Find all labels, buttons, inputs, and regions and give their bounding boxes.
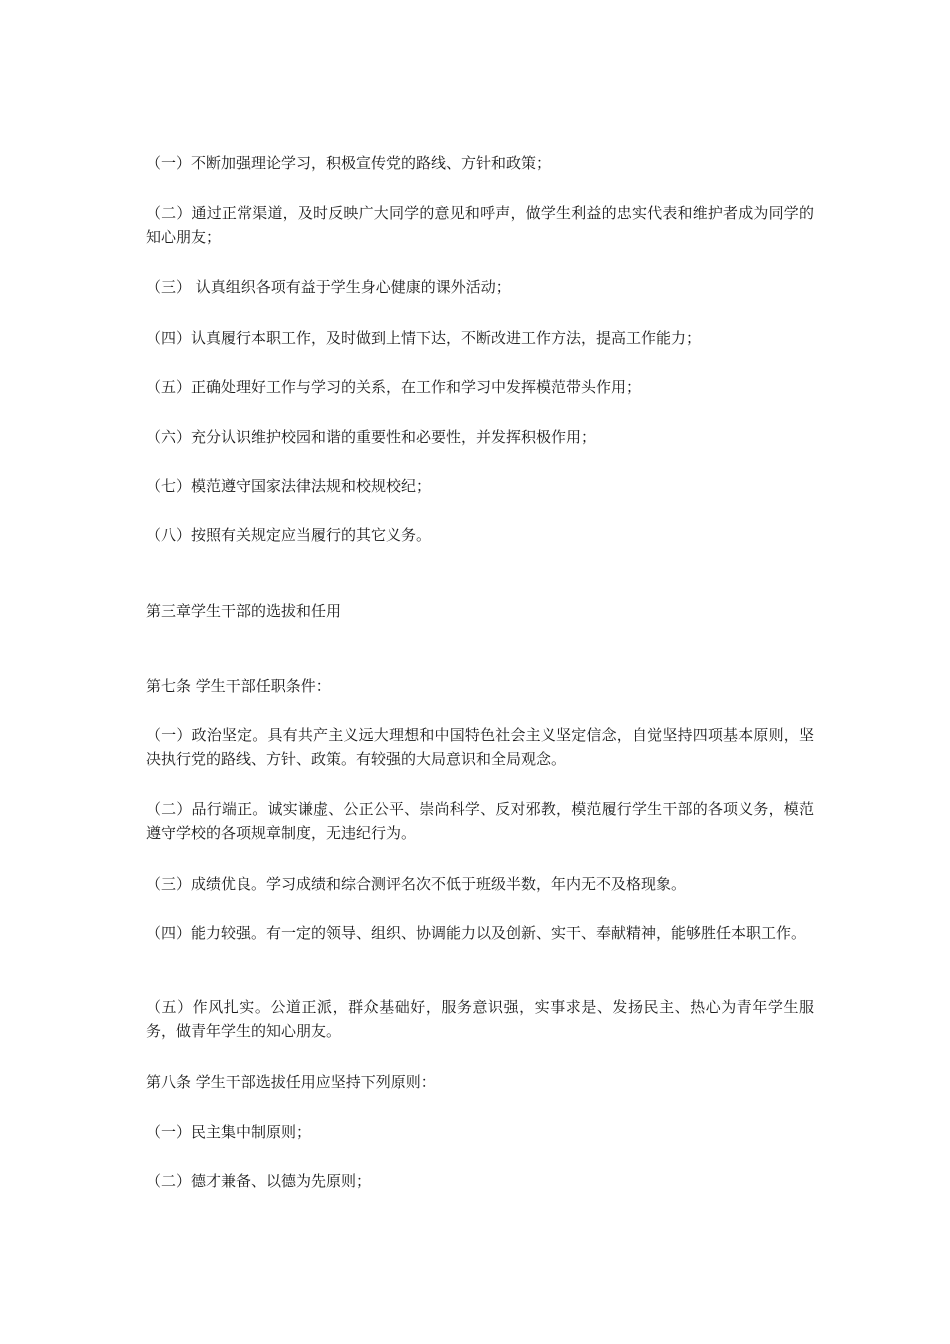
principle-1: （一）民主集中制原则； [146,1123,312,1141]
principle-2: （二）德才兼备、以德为先原则； [146,1172,372,1190]
paragraph-duty-8: （八）按照有关规定应当履行的其它义务。 [146,526,432,544]
paragraph-duty-5: （五）正确处理好工作与学习的关系，在工作和学习中发挥模范带头作用； [146,378,642,396]
condition-5: （五）作风扎实。公道正派，群众基础好，服务意识强，实事求是、发扬民主、热心为青年学生服务，做青年学生的知心朋友。 [146,998,814,1040]
paragraph-duty-2: （二）通过正常渠道，及时反映广大同学的意见和呼声，做学生利益的忠实代表和维护者成为同学的知心朋友； [146,204,814,246]
condition-4: （四）能力较强。有一定的领导、组织、协调能力以及创新、实干、奉献精神，能够胜任本职工作。 [146,924,807,942]
article-8-heading: 第八条 学生干部选拔任用应坚持下列原则： [146,1073,436,1091]
paragraph-duty-3: （三） 认真组织各项有益于学生身心健康的课外活动； [146,278,511,296]
paragraph-duty-4: （四）认真履行本职工作，及时做到上情下达，不断改进工作方法，提高工作能力； [146,329,702,347]
paragraph-duty-6: （六）充分认识维护校园和谐的重要性和必要性，并发挥积极作用； [146,428,597,446]
condition-1: （一）政治坚定。具有共产主义远大理想和中国特色社会主义坚定信念，自觉坚持四项基本原则，坚决执行党的路线、方针、政策。有较强的大局意识和全局观念。 [146,726,814,768]
condition-3: （三）成绩优良。学习成绩和综合测评名次不低于班级半数，年内无不及格现象。 [146,875,687,893]
paragraph-duty-1: （一）不断加强理论学习，积极宣传党的路线、方针和政策； [146,154,552,172]
chapter-heading: 第三章学生干部的选拔和任用 [146,602,342,620]
paragraph-duty-7: （七）模范遵守国家法律法规和校规校纪； [146,477,432,495]
condition-2: （二）品行端正。诚实谦虚、公正公平、崇尚科学、反对邪教，模范履行学生干部的各项义务，模范遵守学校的各项规章制度，无违纪行为。 [146,800,814,842]
article-7-heading: 第七条 学生干部任职条件： [146,677,331,695]
